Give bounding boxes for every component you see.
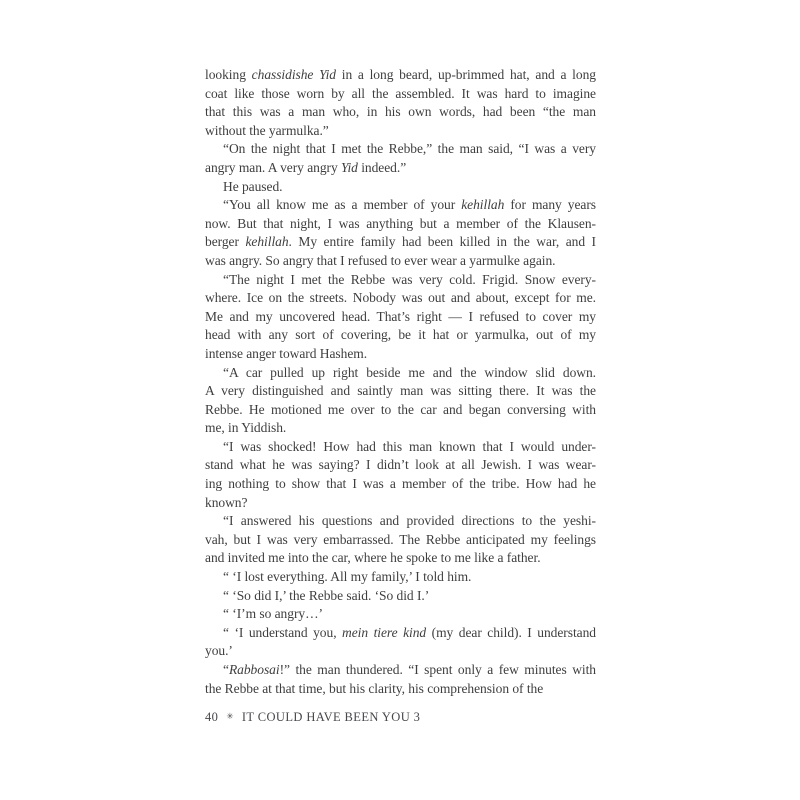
text-line xyxy=(205,642,596,661)
text-line xyxy=(205,140,596,159)
text-line xyxy=(205,419,596,438)
italic-text-segment: mein tiere kind xyxy=(342,624,427,640)
text-segment: without the yarmulka.” xyxy=(205,122,329,138)
paragraph xyxy=(205,605,596,624)
paragraph xyxy=(205,624,596,661)
paragraph xyxy=(205,66,596,140)
text-segment: now. But that night, I was anything but a member of the Klausen- xyxy=(205,215,596,231)
text-segment: that this was a man who, in his own words, had been “the man xyxy=(205,104,596,120)
italic-text-segment: kehillah xyxy=(245,234,289,250)
text-line xyxy=(205,178,596,197)
text-segment: . My entire family had been killed in the war, and I xyxy=(288,234,596,250)
italic-text-segment: Rabbosai xyxy=(228,662,280,677)
text-segment: berger xyxy=(205,234,246,250)
text-line xyxy=(205,66,596,85)
page-footer xyxy=(205,710,420,725)
text-segment: was angry. So angry that I refused to ever wear a yarmulke again. xyxy=(205,252,556,268)
text-line xyxy=(205,196,596,215)
italic-text-segment: kehillah xyxy=(461,197,505,213)
text-line xyxy=(205,215,596,234)
text-segment: “ xyxy=(223,662,229,677)
running-title: IT COULD HAVE BEEN YOU 3 xyxy=(241,710,421,724)
text-segment: where. Ice on the streets. Nobody was out and about, except for me. xyxy=(205,290,596,306)
paragraph xyxy=(205,271,596,364)
footer-separator-icon: ✳ xyxy=(226,711,234,721)
text-line xyxy=(205,159,596,178)
text-line xyxy=(205,233,596,252)
text-line xyxy=(205,345,596,364)
text-segment: ing nothing to show that I was a member of the tribe. How had he xyxy=(205,476,596,492)
text-segment: “You all know me as a member of your xyxy=(223,197,462,213)
text-line xyxy=(205,531,596,550)
text-segment: intense anger toward Hashem. xyxy=(205,345,368,361)
text-line xyxy=(205,103,596,122)
text-line xyxy=(205,326,596,345)
text-segment: head with any sort of covering, be it hat or yarmulka, out of my xyxy=(205,327,596,343)
text-segment: “I was shocked! How had this man known that I would under- xyxy=(223,438,596,454)
text-line xyxy=(205,605,596,624)
text-segment: He paused. xyxy=(223,178,283,194)
text-line xyxy=(205,456,596,475)
text-segment: and invited me into the car, where he spoke to me like a father. xyxy=(205,550,541,566)
text-line xyxy=(205,438,596,457)
text-line xyxy=(205,494,596,513)
paragraph xyxy=(205,196,596,270)
paragraph xyxy=(205,661,596,698)
text-segment: “On the night that I met the Rebbe,” the man said, “I was a very xyxy=(223,141,596,157)
text-line xyxy=(205,271,596,290)
paragraph xyxy=(205,140,596,177)
text-segment: “ ‘So did I,’ the Rebbe said. ‘So did I.’ xyxy=(223,587,430,603)
paragraph xyxy=(205,438,596,512)
text-line xyxy=(205,308,596,327)
text-line xyxy=(205,289,596,308)
text-segment: indeed.” xyxy=(357,159,407,175)
text-line xyxy=(205,475,596,494)
italic-text-segment: chassidishe Yid xyxy=(251,67,336,82)
text-segment: me, in Yiddish. xyxy=(205,420,287,436)
paragraph xyxy=(205,364,596,438)
text-segment: angry man. A very angry xyxy=(205,159,342,175)
paragraph xyxy=(205,512,596,568)
text-segment: Rebbe. He motioned me over to the car and began conversing with xyxy=(205,401,596,417)
text-segment: “ ‘I’m so angry…’ xyxy=(223,606,323,622)
text-line xyxy=(205,587,596,606)
text-segment: for many years xyxy=(504,197,596,213)
text-segment: !” the man thundered. “I spent only a few minutes with xyxy=(279,662,596,677)
text-line xyxy=(205,382,596,401)
text-line xyxy=(205,85,596,104)
text-line xyxy=(205,122,596,141)
text-line xyxy=(205,549,596,568)
text-segment: “I answered his questions and provided directions to the yeshi- xyxy=(223,513,596,529)
paragraph xyxy=(205,587,596,606)
text-segment: “ ‘I understand you, xyxy=(223,624,343,640)
text-line xyxy=(205,512,596,531)
paragraph xyxy=(205,178,596,197)
page-text xyxy=(205,66,596,698)
page-number: 40 xyxy=(205,710,219,724)
text-segment: “The night I met the Rebbe was very cold. Frigid. Snow every- xyxy=(223,271,596,287)
text-segment: (my dear child). I understand xyxy=(426,624,596,640)
text-segment: vah, but I was very embarrassed. The Rebbe anticipated my feelings xyxy=(205,531,596,547)
text-segment: Me and my uncovered head. That’s right — I refused to cover my xyxy=(205,308,596,324)
italic-text-segment: Yid xyxy=(341,159,358,175)
text-segment: in a long beard, up-brimmed hat, and a long xyxy=(335,67,596,82)
text-segment: you.’ xyxy=(205,643,233,659)
text-line xyxy=(205,364,596,383)
text-segment: coat like those worn by all the assembled. It was hard to imagine xyxy=(205,85,596,101)
text-segment: known? xyxy=(205,494,248,510)
text-line xyxy=(205,568,596,587)
text-segment: the Rebbe at that time, but his clarity, his comprehension of the xyxy=(205,680,544,696)
text-line xyxy=(205,680,596,699)
text-segment: looking xyxy=(205,67,252,82)
text-line xyxy=(205,401,596,420)
text-segment: stand what he was saying? I didn’t look at all Jewish. I was wear- xyxy=(205,457,596,473)
text-segment: “A car pulled up right beside me and the window slid down. xyxy=(223,364,596,380)
text-segment: A very distinguished and saintly man was sitting there. It was the xyxy=(205,383,596,399)
paragraph xyxy=(205,568,596,587)
text-segment: “ ‘I lost everything. All my family,’ I told him. xyxy=(223,569,472,585)
text-line xyxy=(205,661,596,680)
text-line xyxy=(205,624,596,643)
text-line xyxy=(205,252,596,271)
